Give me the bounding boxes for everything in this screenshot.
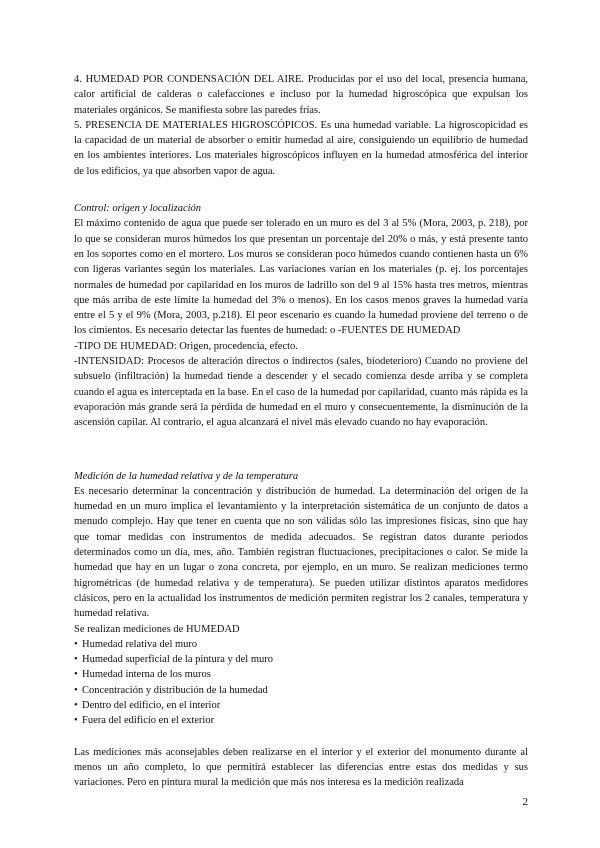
spacer bbox=[74, 179, 528, 201]
list-item: • Humedad superficial de la pintura y del muro bbox=[74, 652, 528, 667]
bullet-icon: • bbox=[74, 684, 78, 696]
paragraph-intensidad: -INTENSIDAD: Procesos de alteración directos o indirectos (sales, biodeterioro) Cuando no proviene del subsuelo (infiltración) la humedad tiende a descender y el secado comienza desde arriba y se completa cuando el agua es interceptada en la base. En el caso de la humedad por capilaridad, cuanto más rápida es la evaporación más grande será la pérdida de humedad en el muro y consecuentemente, la disminución de la ascensión capilar. Al contrario, el agua alcanzará el nivel más elevado cuando no hay evaporación. bbox=[74, 356, 528, 429]
measurement-list bbox=[74, 637, 528, 729]
paragraph-medicion: Es necesario determinar la concentración y distribución de humedad. La determinación del origen de la humedad en un muro implica el levantamiento y la interpretación sistemática de un conjunto de datos a menudo complejo. Hay que tener en cuenta que no son válidas sólo las impresiones físicas, sino que hay que tomar medidas con instrumentos de medida adecuados. Se registran datos durante periodos determinados como un día, mes, año. También registran fluctuaciones, precipitaciones o calor. Se mide la humedad que hay en un lugar o zona concreta, por ejemplo, en un muro. Se realizan mediciones termo higrométricas (de humedad relativa y de temperatura). Se pueden utilizar distintos aparatos medidores clásicos, pero en la actualidad los instrumentos de medición permiten registrar los 2 canales, temperatura y humedad relativa. bbox=[74, 485, 528, 620]
bullet-icon: • bbox=[74, 654, 78, 666]
list-item: • Humedad interna de los muros bbox=[74, 667, 528, 682]
paragraph-mediciones-aconsejables: Las mediciones más aconsejables deben realizarse en el interior y el exterior del monumento durante al menos un año completo, lo que permitirá establecer las diferencias entre estas dos medidas y sus variaciones. Pero en pintura mural la medición que más nos interesa es la medición realizada bbox=[74, 746, 528, 789]
paragraph-materiales-higroscopicos: 5. PRESENCIA DE MATERIALES HIGROSCÓPICOS. Es una humedad variable. La higroscopicidad es la capacidad de un material de absorber o emitir humedad al aire, consiguiendo un equilibrio de humedad en los ambientes interiores. Los materiales higroscópicos influyen en la humedad atmosférica del interior de los edificios, ya que absorben vapor de agua. bbox=[74, 119, 528, 177]
bullet-icon: • bbox=[74, 669, 78, 681]
document-page bbox=[74, 72, 528, 790]
paragraph-tipo-humedad: -TIPO DE HUMEDAD: Origen, procedencia, efecto. bbox=[74, 340, 298, 352]
paragraph-control-contenido: El máximo contenido de agua que puede ser tolerado en un muro es del 3 al 5% (Mora, 2003, p. 218), por lo que se consideran muros húmedos los que presentan un porcentaje del 20% o más, y está presente tanto en los soportes como en el mortero. Los muros se consideran poco húmedos cuando contienen hasta un 6% con ligeras variantes según los materiales. Las variaciones varían en los materiales (p. ej. los porcentajes normales de humedad por capilaridad en los muros de ladrillo son del 9 al 15% hasta tres metros, mientras que más arriba de este límite la humedad del 3% o menos). En los casos menos graves la humedad varía entre el 5 y el 9% (Mora, 2003, p.218). El peor escenario es cuando la humedad proviene del terreno o de los cimientos. Es necesario detectar las fuentes de humedad: o -FUENTES DE HUMEDAD bbox=[74, 218, 528, 337]
list-item: • Humedad relativa del muro bbox=[74, 637, 528, 652]
paragraph-humedad-condensacion: 4. HUMEDAD POR CONDENSACIÓN DEL AIRE. Producidas por el uso del local, presencia humana, calor artificial de calderas o calefacciones e incluso por la humedad higroscópica que expulsan los materiales orgánicos. Se manifiesta sobre las paredes frías. bbox=[74, 74, 528, 116]
spacer bbox=[74, 431, 528, 469]
list-item: • Dentro del edificio, en el interior bbox=[74, 698, 528, 713]
spacer bbox=[74, 729, 528, 745]
list-item: • Concentración y distribución de la humedad bbox=[74, 683, 528, 698]
heading-control: Control: origen y localización bbox=[74, 203, 202, 215]
page-number: 2 bbox=[522, 796, 528, 808]
list-item: • Fuera del edificio en el exterior bbox=[74, 713, 528, 728]
bullet-icon: • bbox=[74, 715, 78, 727]
bullet-icon: • bbox=[74, 699, 78, 711]
list-intro: Se realizan mediciones de HUMEDAD bbox=[74, 623, 240, 635]
bullet-icon: • bbox=[74, 638, 78, 650]
heading-medicion: Medición de la humedad relativa y de la temperatura bbox=[74, 470, 299, 482]
